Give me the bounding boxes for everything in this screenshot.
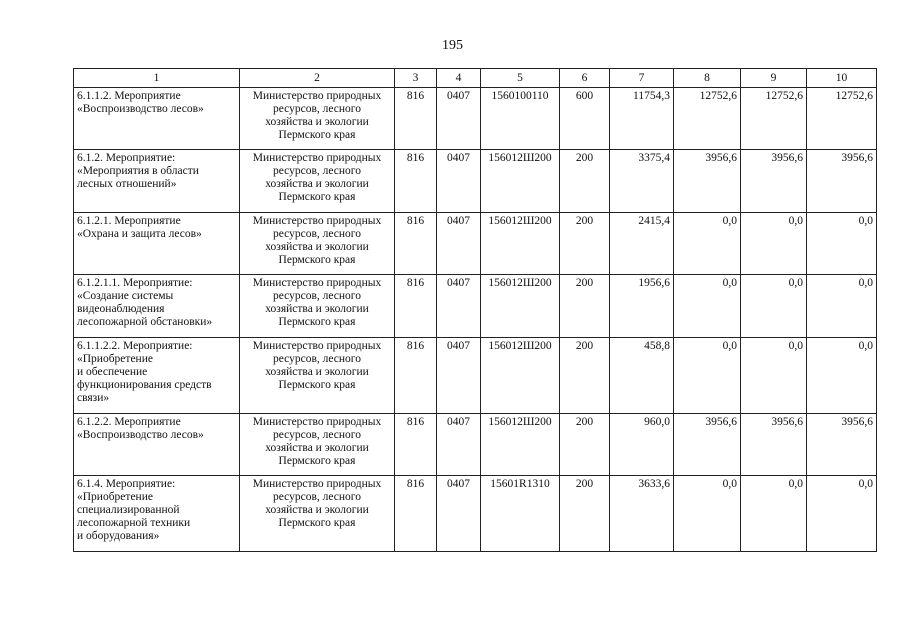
section-code-cell: 0407 (437, 150, 481, 213)
amount-col8-cell: 12752,6 (674, 88, 741, 150)
amount-col7-cell: 2415,4 (610, 213, 674, 275)
amount-col9-cell: 0,0 (741, 275, 807, 338)
executor-cell: Министерство природных ресурсов, лесного хозяйства и экологии Пермского края (240, 275, 395, 338)
ministry-code-cell: 816 (395, 275, 437, 338)
amount-col8-cell: 0,0 (674, 476, 741, 552)
amount-col8-cell: 0,0 (674, 275, 741, 338)
amount-col9-cell: 3956,6 (741, 150, 807, 213)
amount-col9-cell: 0,0 (741, 476, 807, 552)
header-cell-8: 8 (674, 69, 741, 88)
header-cell-7: 7 (610, 69, 674, 88)
table-row (74, 476, 877, 552)
expense-type-cell: 200 (560, 213, 610, 275)
ministry-code-cell: 816 (395, 476, 437, 552)
expense-type-cell: 200 (560, 150, 610, 213)
amount-col7-cell: 458,8 (610, 338, 674, 414)
section-code-cell: 0407 (437, 338, 481, 414)
header-cell-1: 1 (74, 69, 240, 88)
table-row (74, 88, 877, 150)
executor-cell: Министерство природных ресурсов, лесного хозяйства и экологии Пермского края (240, 414, 395, 476)
expense-type-cell: 600 (560, 88, 610, 150)
amount-col10-cell: 0,0 (807, 275, 877, 338)
ministry-code-cell: 816 (395, 414, 437, 476)
ministry-code-cell: 816 (395, 338, 437, 414)
target-article-cell: 1560100110 (481, 88, 560, 150)
section-code-cell: 0407 (437, 414, 481, 476)
header-cell-9: 9 (741, 69, 807, 88)
ministry-code-cell: 816 (395, 213, 437, 275)
amount-col9-cell: 0,0 (741, 338, 807, 414)
table-row (74, 338, 877, 414)
expense-type-cell: 200 (560, 414, 610, 476)
executor-cell: Министерство природных ресурсов, лесного хозяйства и экологии Пермского края (240, 338, 395, 414)
amount-col10-cell: 3956,6 (807, 150, 877, 213)
target-article-cell: 156012Ш200 (481, 150, 560, 213)
amount-col10-cell: 0,0 (807, 476, 877, 552)
activity-name-cell: 6.1.2.1.1. Мероприятие: «Создание системы видеонаблюдения лесопожарной обстановки» (74, 275, 240, 338)
ministry-code-cell: 816 (395, 150, 437, 213)
target-article-cell: 156012Ш200 (481, 338, 560, 414)
target-article-cell: 156012Ш200 (481, 275, 560, 338)
amount-col10-cell: 3956,6 (807, 414, 877, 476)
amount-col10-cell: 0,0 (807, 338, 877, 414)
amount-col10-cell: 0,0 (807, 213, 877, 275)
table-row (74, 213, 877, 275)
page-number: 195 (442, 38, 463, 53)
amount-col7-cell: 960,0 (610, 414, 674, 476)
amount-col9-cell: 12752,6 (741, 88, 807, 150)
amount-col7-cell: 1956,6 (610, 275, 674, 338)
header-cell-4: 4 (437, 69, 481, 88)
ministry-code-cell: 816 (395, 88, 437, 150)
section-code-cell: 0407 (437, 275, 481, 338)
activity-name-cell: 6.1.2.1. Мероприятие «Охрана и защита лесов» (74, 213, 240, 275)
executor-cell: Министерство природных ресурсов, лесного хозяйства и экологии Пермского края (240, 150, 395, 213)
budget-table (73, 68, 877, 552)
executor-cell: Министерство природных ресурсов, лесного хозяйства и экологии Пермского края (240, 88, 395, 150)
header-row (74, 69, 877, 88)
section-code-cell: 0407 (437, 88, 481, 150)
expense-type-cell: 200 (560, 275, 610, 338)
amount-col10-cell: 12752,6 (807, 88, 877, 150)
activity-name-cell: 6.1.2. Мероприятие: «Мероприятия в области лесных отношений» (74, 150, 240, 213)
target-article-cell: 156012Ш200 (481, 414, 560, 476)
section-code-cell: 0407 (437, 213, 481, 275)
section-code-cell: 0407 (437, 476, 481, 552)
header-cell-10: 10 (807, 69, 877, 88)
amount-col7-cell: 3633,6 (610, 476, 674, 552)
amount-col8-cell: 0,0 (674, 338, 741, 414)
header-cell-3: 3 (395, 69, 437, 88)
table-row (74, 414, 877, 476)
header-cell-5: 5 (481, 69, 560, 88)
activity-name-cell: 6.1.1.2.2. Мероприятие: «Приобретение и обеспечение функционирования средств связи» (74, 338, 240, 414)
executor-cell: Министерство природных ресурсов, лесного хозяйства и экологии Пермского края (240, 213, 395, 275)
amount-col8-cell: 3956,6 (674, 414, 741, 476)
amount-col8-cell: 3956,6 (674, 150, 741, 213)
table-row (74, 275, 877, 338)
header-cell-2: 2 (240, 69, 395, 88)
target-article-cell: 15601R1310 (481, 476, 560, 552)
amount-col8-cell: 0,0 (674, 213, 741, 275)
expense-type-cell: 200 (560, 338, 610, 414)
amount-col9-cell: 3956,6 (741, 414, 807, 476)
executor-cell: Министерство природных ресурсов, лесного хозяйства и экологии Пермского края (240, 476, 395, 552)
table-row (74, 150, 877, 213)
activity-name-cell: 6.1.2.2. Мероприятие «Воспроизводство лесов» (74, 414, 240, 476)
target-article-cell: 156012Ш200 (481, 213, 560, 275)
amount-col7-cell: 11754,3 (610, 88, 674, 150)
amount-col7-cell: 3375,4 (610, 150, 674, 213)
expense-type-cell: 200 (560, 476, 610, 552)
activity-name-cell: 6.1.4. Мероприятие: «Приобретение специализированной лесопожарной техники и оборудования» (74, 476, 240, 552)
activity-name-cell: 6.1.1.2. Мероприятие «Воспроизводство лесов» (74, 88, 240, 150)
header-cell-6: 6 (560, 69, 610, 88)
amount-col9-cell: 0,0 (741, 213, 807, 275)
